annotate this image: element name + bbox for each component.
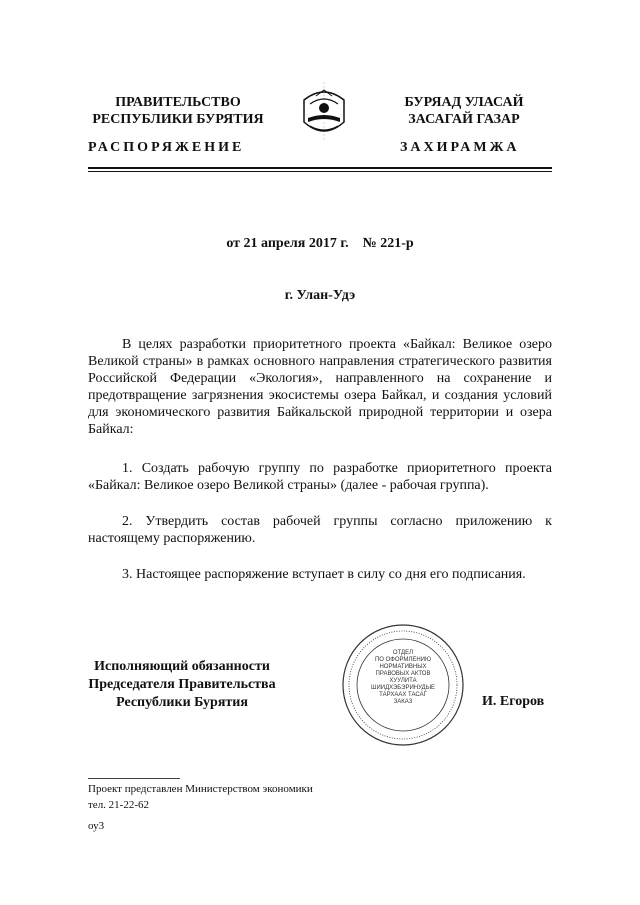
- coat-of-arms-emblem-icon: [296, 82, 352, 142]
- header-divider-thin: [88, 171, 552, 172]
- header-right-line2: ЗАСАГАЙ ГАЗАР: [408, 112, 520, 127]
- official-stamp: [340, 622, 466, 748]
- stamp-line: ХУУЛИТА: [389, 678, 417, 684]
- stamp-line: ТАРХААХ ТАСАГ: [379, 692, 427, 698]
- signatory-title: [88, 658, 276, 712]
- header-left-org: [88, 94, 268, 128]
- stamp-line: ПРАВОВЫХ АКТОВ: [375, 671, 431, 677]
- header-left-doc-type: РАСПОРЯЖЕНИЕ: [88, 140, 245, 155]
- preamble-paragraph: В целях разработки приоритетного проекта «Байкал: Великое озеро Великой страны» в рамках основного направления стратегического развития Российской Федерации «Экология», направленного на сохранение и предотвращение загрязнения экосистемы озера Байкал, и создания условий для экономического развития Байкальской природной территории и озера Байкал:: [88, 337, 552, 437]
- city: г. Улан-Удэ: [284, 288, 356, 303]
- coat-of-arms: [296, 82, 352, 142]
- footer-author: Проект представлен Министерством экономики: [88, 783, 313, 795]
- header-left-line2: РЕСПУБЛИКИ БУРЯТИЯ: [92, 112, 264, 127]
- stamp-inner-text: [368, 650, 438, 706]
- header-right-doc-type: ЗАХИРАМЖА: [400, 140, 520, 155]
- stamp-line: ЗАКАЗ: [393, 699, 413, 705]
- header-left-line1: ПРАВИТЕЛЬСТВО: [115, 95, 241, 110]
- footer-code: оу3: [88, 820, 105, 832]
- signatory-title-line2: Председателя Правительства: [88, 677, 276, 692]
- date-number: от 21 апреля 2017 г. № 221-р: [226, 236, 414, 251]
- signatory-title-line3: Республики Бурятия: [116, 695, 248, 710]
- signatory-name: И. Егоров: [482, 694, 545, 709]
- header-right-org: [384, 94, 544, 128]
- item-3-paragraph: 3. Настоящее распоряжение вступает в силу со дня его подписания.: [122, 567, 526, 582]
- item-2-paragraph: 2. Утвердить состав рабочей группы согласно приложению к настоящему распоряжению.: [88, 514, 552, 546]
- footer-phone: тел. 21-22-62: [88, 799, 150, 811]
- stamp-line: ПО ОФОРМЛЕНИЮ: [374, 657, 432, 663]
- header-divider-thick: [88, 167, 552, 169]
- stamp-line: ШИИДХЭБЭРИНУДЫЕ: [370, 685, 436, 691]
- footer-divider: [88, 778, 180, 779]
- stamp-line: ОТДЕЛ: [392, 650, 414, 656]
- stamp-line: НОРМАТИВНЫХ: [379, 664, 427, 670]
- item-1-paragraph: 1. Создать рабочую группу по разработке приоритетного проекта «Байкал: Великое озеро Великой страны» (далее - рабочая группа).: [88, 461, 552, 493]
- header-right-line1: БУРЯАД УЛАСАЙ: [404, 95, 524, 110]
- signatory-title-line1: Исполняющий обязанности: [94, 659, 270, 674]
